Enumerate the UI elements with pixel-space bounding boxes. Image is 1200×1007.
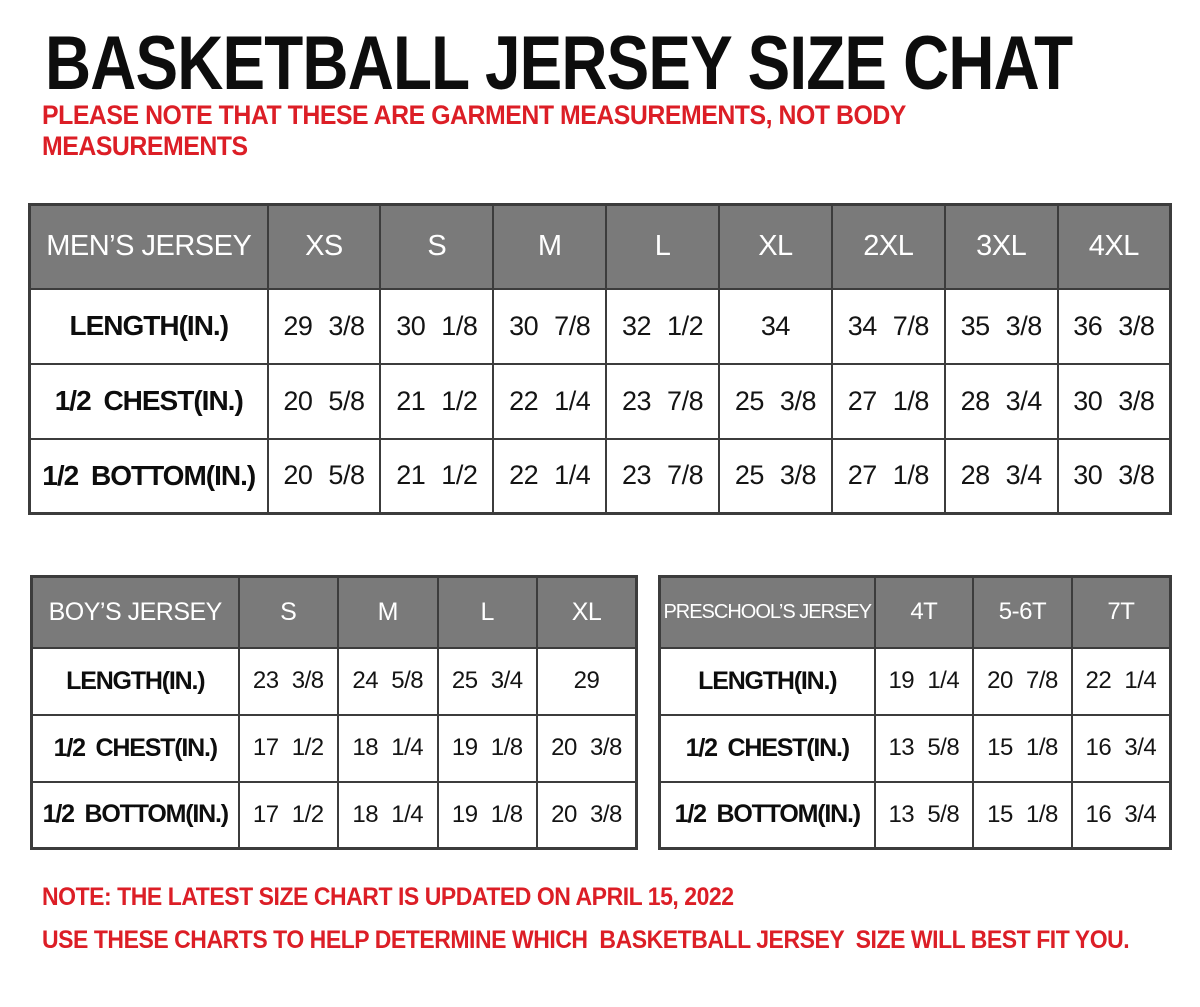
cell: 27 1/8 — [832, 364, 945, 439]
cell: 25 3/8 — [719, 364, 832, 439]
boys-size-header-m: M — [338, 577, 438, 648]
preschool-size-header-4t: 4T — [875, 577, 974, 648]
cell: 30 7/8 — [493, 289, 606, 364]
row-label: 1/2 BOTTOM(IN.) — [30, 439, 268, 514]
cell: 20 7/8 — [973, 648, 1072, 715]
cell: 16 3/4 — [1072, 715, 1171, 782]
cell: 25 3/4 — [438, 648, 538, 715]
boys-jersey-table — [30, 575, 638, 850]
mens-size-header-s: S — [380, 205, 493, 289]
cell: 27 1/8 — [832, 439, 945, 514]
cell: 21 1/2 — [380, 439, 493, 514]
boys-table-title: BOY’S JERSEY — [32, 577, 239, 648]
cell: 29 — [537, 648, 637, 715]
mens-size-header-2xl: 2XL — [832, 205, 945, 289]
preschool-size-header-7t: 7T — [1072, 577, 1171, 648]
cell: 17 1/2 — [239, 782, 339, 849]
preschool-bottom-row — [660, 782, 1171, 849]
cell: 19 1/8 — [438, 782, 538, 849]
cell: 15 1/8 — [973, 782, 1072, 849]
preschool-header-row — [660, 577, 1171, 648]
cell: 22 1/4 — [1072, 648, 1171, 715]
boys-bottom-row — [32, 782, 637, 849]
cell: 34 7/8 — [832, 289, 945, 364]
row-label: 1/2 CHEST(IN.) — [30, 364, 268, 439]
cell: 18 1/4 — [338, 782, 438, 849]
cell: 13 5/8 — [875, 782, 974, 849]
cell: 36 3/8 — [1058, 289, 1171, 364]
row-label: 1/2 CHEST(IN.) — [660, 715, 875, 782]
boys-length-row — [32, 648, 637, 715]
cell: 34 — [719, 289, 832, 364]
mens-size-header-xs: XS — [268, 205, 381, 289]
mens-size-header-xl: XL — [719, 205, 832, 289]
cell: 20 3/8 — [537, 782, 637, 849]
boys-header-row — [32, 577, 637, 648]
page-title: BASKETBALL JERSEY SIZE CHAT — [45, 21, 1073, 106]
cell: 20 5/8 — [268, 364, 381, 439]
cell: 23 7/8 — [606, 439, 719, 514]
cell: 17 1/2 — [239, 715, 339, 782]
update-note: NOTE: THE LATEST SIZE CHART IS UPDATED ON APRIL 15, 2022 — [42, 883, 734, 911]
mens-table-title: MEN’S JERSEY — [30, 205, 268, 289]
row-label: LENGTH(IN.) — [660, 648, 875, 715]
row-label: 1/2 CHEST(IN.) — [32, 715, 239, 782]
cell: 25 3/8 — [719, 439, 832, 514]
cell: 18 1/4 — [338, 715, 438, 782]
mens-bottom-row — [30, 439, 1171, 514]
cell: 22 1/4 — [493, 439, 606, 514]
cell: 22 1/4 — [493, 364, 606, 439]
cell: 30 3/8 — [1058, 364, 1171, 439]
cell: 29 3/8 — [268, 289, 381, 364]
row-label: 1/2 BOTTOM(IN.) — [32, 782, 239, 849]
boys-size-header-l: L — [438, 577, 538, 648]
mens-size-header-m: M — [493, 205, 606, 289]
garment-measurement-note — [42, 100, 906, 162]
boys-chest-row — [32, 715, 637, 782]
cell: 28 3/4 — [945, 439, 1058, 514]
preschool-size-header-5-6t: 5-6T — [973, 577, 1072, 648]
cell: 35 3/8 — [945, 289, 1058, 364]
cell: 24 5/8 — [338, 648, 438, 715]
row-label: LENGTH(IN.) — [30, 289, 268, 364]
garment-note-line-1: PLEASE NOTE THAT THESE ARE GARMENT MEASUREMENTS, NOT BODY — [42, 100, 906, 130]
mens-jersey-table — [28, 203, 1172, 515]
mens-size-header-4xl: 4XL — [1058, 205, 1171, 289]
preschool-length-row — [660, 648, 1171, 715]
mens-header-row — [30, 205, 1171, 289]
cell: 32 1/2 — [606, 289, 719, 364]
cell: 19 1/8 — [438, 715, 538, 782]
boys-size-header-s: S — [239, 577, 339, 648]
cell: 23 3/8 — [239, 648, 339, 715]
cell: 15 1/8 — [973, 715, 1072, 782]
cell: 30 1/8 — [380, 289, 493, 364]
cell: 20 3/8 — [537, 715, 637, 782]
preschool-jersey-table — [658, 575, 1172, 850]
cell: 16 3/4 — [1072, 782, 1171, 849]
mens-size-header-l: L — [606, 205, 719, 289]
cell: 30 3/8 — [1058, 439, 1171, 514]
mens-chest-row — [30, 364, 1171, 439]
preschool-table-title: PRESCHOOL’S JERSEY — [660, 577, 875, 648]
cell: 19 1/4 — [875, 648, 974, 715]
row-label: 1/2 BOTTOM(IN.) — [660, 782, 875, 849]
row-label: LENGTH(IN.) — [32, 648, 239, 715]
fit-note: USE THESE CHARTS TO HELP DETERMINE WHICH BASKETBALL JERSEY SIZE WILL BEST FIT YOU. — [42, 926, 1130, 954]
preschool-chest-row — [660, 715, 1171, 782]
cell: 28 3/4 — [945, 364, 1058, 439]
mens-length-row — [30, 289, 1171, 364]
cell: 23 7/8 — [606, 364, 719, 439]
mens-size-header-3xl: 3XL — [945, 205, 1058, 289]
cell: 13 5/8 — [875, 715, 974, 782]
cell: 20 5/8 — [268, 439, 381, 514]
cell: 21 1/2 — [380, 364, 493, 439]
garment-note-line-2: MEASUREMENTS — [42, 131, 248, 161]
boys-size-header-xl: XL — [537, 577, 637, 648]
